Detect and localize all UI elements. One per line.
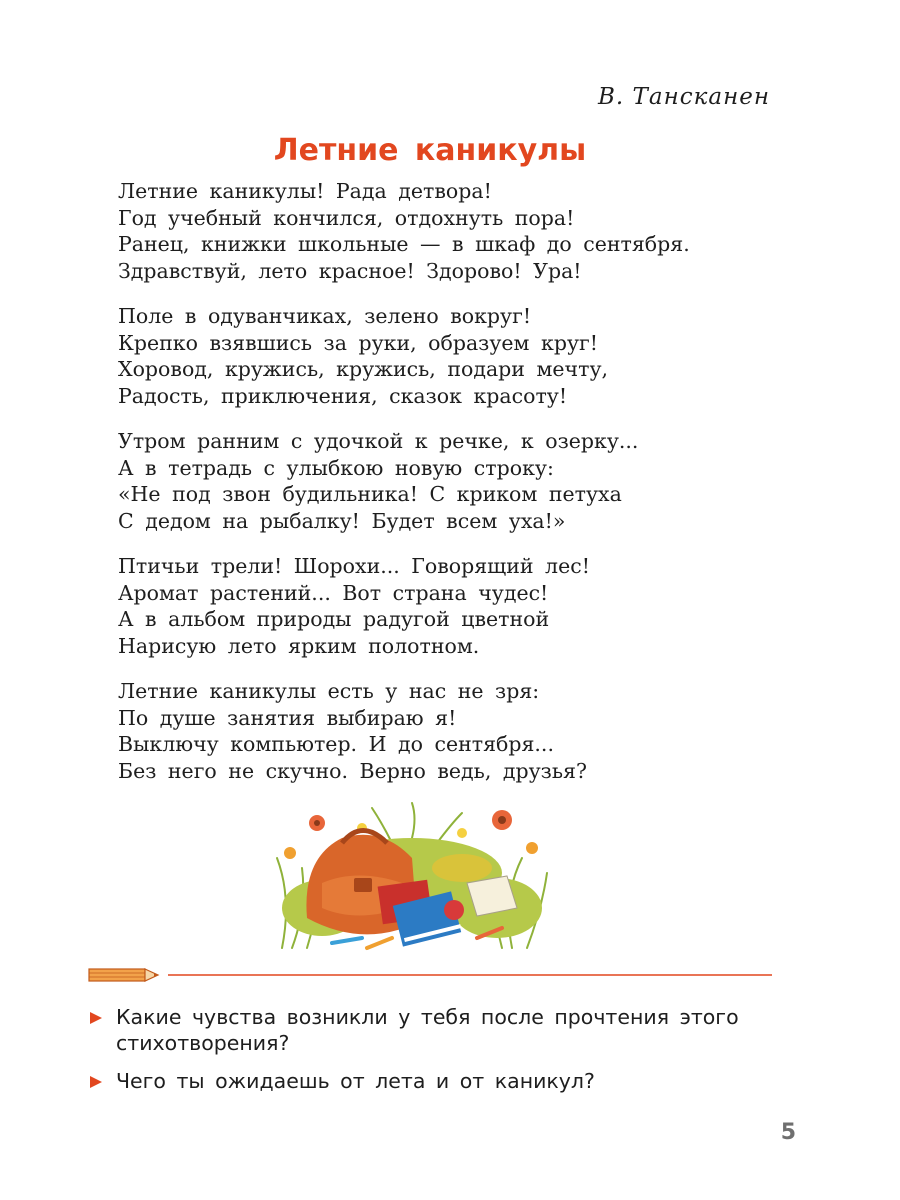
page-number: 5: [780, 1120, 796, 1145]
question-text: Какие чувства возникли у тебя после прочтения этого стихотворения?: [116, 1005, 739, 1055]
triangle-bullet-icon: [90, 1012, 102, 1024]
poem-line: А в тетрадь с улыбкою новую строку:: [118, 455, 554, 480]
poem-line: Здравствуй, лето красное! Здорово! Ура!: [118, 258, 582, 283]
triangle-bullet-icon: [90, 1076, 102, 1088]
poem-line: Без него не скучно. Верно ведь, друзья?: [118, 758, 587, 783]
poem-body: [118, 178, 798, 803]
poem-line: Радость, приключения, сказок красоту!: [118, 383, 568, 408]
poem-line: Поле в одуванчиках, зелено вокруг!: [118, 304, 532, 328]
poem-line: Птичьи трели! Шорохи... Говорящий лес!: [118, 554, 590, 578]
stanza: [118, 303, 798, 409]
poem-line: Утром ранним с удочкой к речке, к озерку...: [118, 429, 639, 453]
poem-line: По душе занятия выбираю я!: [118, 705, 457, 730]
pencil-divider: [88, 962, 772, 988]
question-item: [88, 1068, 788, 1094]
poem-line: А в альбом природы радугой цветной: [118, 607, 550, 631]
stanza: [118, 178, 798, 284]
questions-list: [88, 1004, 788, 1106]
poem-line: Хоровод, кружись, кружись, подари мечту,: [118, 357, 609, 381]
poem-line: Аромат растений... Вот страна чудес!: [118, 580, 549, 605]
poem-line: Летние каникулы есть у нас не зря:: [118, 679, 540, 703]
backpack-books-flowers-illustration: [262, 798, 562, 958]
poem-line: «Не под звон будильника! С криком петуха: [118, 482, 622, 506]
question-text: Чего ты ожидаешь от лета и от каникул?: [116, 1069, 595, 1093]
poem-line: Ранец, книжки школьные — в шкаф до сентября.: [118, 232, 690, 256]
stanza: [118, 678, 798, 784]
poem-line: Нарисую лето ярким полотном.: [118, 633, 480, 658]
poem-title: Летние каникулы: [273, 133, 587, 168]
poem-line: Крепко взявшись за руки, образуем круг!: [118, 330, 598, 355]
poem-line: С дедом на рыбалку! Будет всем уха!»: [118, 508, 566, 533]
stanza: [118, 553, 798, 659]
poem-line: Год учебный кончился, отдохнуть пора!: [118, 205, 575, 230]
poem-line: Выключу компьютер. И до сентября...: [118, 732, 554, 756]
stanza: [118, 428, 798, 534]
question-item: [88, 1004, 788, 1056]
poem-line: Летние каникулы! Рада детвора!: [118, 179, 492, 203]
author-name: В. Тансканен: [598, 84, 770, 110]
